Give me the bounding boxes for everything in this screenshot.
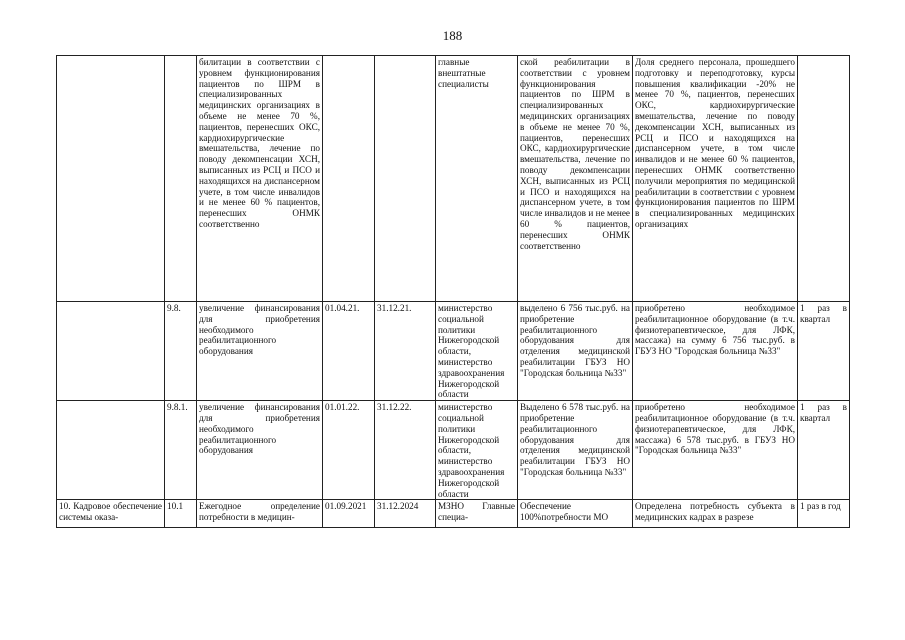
cell-frequency: 1 раз в год [798,500,850,528]
page-number: 188 [442,28,463,43]
cell-number: 10.1 [165,500,197,528]
cell-frequency [798,56,850,302]
cell-activity: увеличение финансирования для приобретения необходимого реабилитационного оборудования [197,302,323,401]
cell-number [165,56,197,302]
cell-section [57,401,165,500]
cell-result: ской реабилитации в соответствии с уровнем функционирования пациентов по ШРМ в специализированных медицинских организациях в объеме не менее 70 %, пациентов, перенесших ОКС, кардиохирургические вмешательства, лечение по поводу декомпенсации ХСН, выписанных из РСЦ и ПСО и находящихся на диспансерном учете, в том числе инвалидов и не менее 60 % пациентов, перенесших ОНМК соответственно [518,56,633,302]
cell-number: 9.8. [165,302,197,401]
cell-activity: билитации в соответствии с уровнем функционирования пациентов по ШРМ в специализированных медицинских организациях в объеме не менее 70 %, пациентов, перенесших ОКС, кардиохирургические вмешательства, лечение по поводу декомпенсации ХСН, выписанных из РСЦ и ПСО и находящихся на диспансерном учете, в том числе инвалидов и не менее 60 % пациентов, перенесших ОНМК соответственно [197,56,323,302]
cell-end-date: 31.12.22. [375,401,436,500]
cell-number: 9.8.1. [165,401,197,500]
cell-end-date [375,56,436,302]
cell-indicator: приобретено необходимое реабилитационное оборудование (в т.ч. физиотерапевтическое, для ЛФК, массажа) на сумму 6 756 тыс.руб. в ГБУЗ НО "Городская больница №33" [633,302,798,401]
cell-start-date: 01.01.22. [323,401,375,500]
cell-start-date: 01.09.2021 [323,500,375,528]
cell-section: 10. Кадровое обеспечение системы оказа- [57,500,165,528]
cell-result: Выделено 6 578 тыс.руб. на приобретение реабилитационного оборудования для отделения медицинской реабилитации ГБУЗ НО "Городская больница №33" [518,401,633,500]
cell-frequency: 1 раз в квартал [798,302,850,401]
cell-end-date: 31.12.2024 [375,500,436,528]
cell-indicator: приобретено необходимое реабилитационное оборудование (в т.ч. физиотерапевтическое, для ЛФК, массажа) 6 578 тыс.руб. в ГБУЗ НО "Городская больница №33" [633,401,798,500]
cell-indicator: Доля среднего персонала, прошедшего подготовку и переподготовку, курсы повышения квалификации -20% не менее 70 %, пациентов, перенесших ОКС, кардиохирургические вмешательства, лечение по поводу декомпенсации ХСН, выписанных из РСЦ и ПСО и находящихся на диспансерном учете, в том числе инвалидов и не менее 60 % пациентов, перенесших ОНМК соответственно получили мероприятия по медицинской реабилитации в соответствии с уровнем функционирования пациентов по ШРМ в специализированных медицинских организациях [633,56,798,302]
cell-result: выделено 6 756 тыс.руб. на приобретение реабилитационного оборудования для отделения медицинской реабилитации ГБУЗ НО "Городская больница №33" [518,302,633,401]
table-row [57,56,850,302]
cell-start-date [323,56,375,302]
cell-section [57,56,165,302]
table-row [57,302,850,401]
cell-activity: увеличение финансирования для приобретения необходимого реабилитационного оборудования [197,401,323,500]
cell-responsible: министерство социальной политики Нижегородской области, министерство здравоохранения Нижегородской области [436,302,518,401]
cell-end-date: 31.12.21. [375,302,436,401]
cell-result: Обеспечение 100%потребности МО [518,500,633,528]
cell-indicator: Определена потребность субъекта в медицинских кадрах в разрезе [633,500,798,528]
cell-frequency: 1 раз в квартал [798,401,850,500]
cell-responsible: главные внештатные специалисты [436,56,518,302]
cell-start-date: 01.04.21. [323,302,375,401]
activity-table [56,55,850,528]
cell-activity: Ежегодное определение потребности в медицин- [197,500,323,528]
cell-section [57,302,165,401]
table-row [57,500,850,528]
cell-responsible: министерство социальной политики Нижегородской области, министерство здравоохранения Нижегородской области [436,401,518,500]
table-row [57,401,850,500]
cell-responsible: МЗНО Главные специа- [436,500,518,528]
